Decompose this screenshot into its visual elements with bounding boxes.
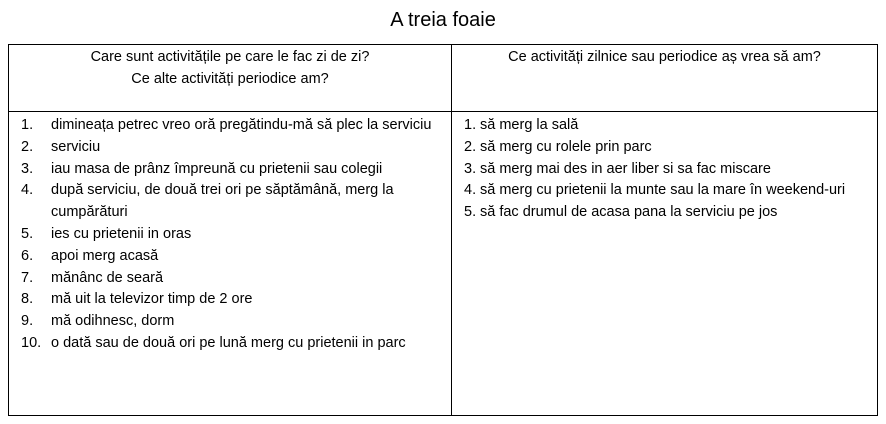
list-item-text: să merg mai des in aer liber si sa fac miscare (480, 160, 771, 177)
list-item-number: 5. (464, 204, 477, 221)
page-title: A treia foaie (390, 9, 496, 31)
list-item-text: să merg cu prietenii la munte sau la mare în weekend-uri (480, 182, 846, 199)
list-item (464, 159, 869, 181)
list-item (464, 180, 869, 202)
list-item (21, 246, 443, 268)
right-header-line: Ce activități zilnice sau periodice aș vrea să am? (508, 49, 821, 65)
list-item-number: 3. (464, 160, 477, 177)
list-item-text: să fac drumul de acasa pana la serviciu pe jos (480, 204, 778, 221)
list-item (464, 202, 869, 224)
right-header-cell (452, 45, 878, 112)
activities-table (8, 44, 878, 416)
list-item-text: mă odihnesc, dorm (51, 313, 175, 330)
list-item-number: 4. (21, 182, 34, 199)
list-item (21, 268, 443, 290)
table-header-row (9, 45, 878, 112)
list-item-text: mă uit la televizor timp de 2 ore (51, 291, 253, 308)
list-item-text: o dată sau de două ori pe lună merg cu prietenii in parc (51, 334, 406, 351)
list-item (21, 137, 443, 159)
current-activities-cell (9, 112, 452, 416)
list-item-number: 4. (464, 182, 477, 199)
list-item-number: 6. (21, 247, 34, 264)
list-item-text: serviciu (51, 138, 101, 155)
list-item-number: 2. (21, 138, 34, 155)
list-item-number: 3. (21, 160, 34, 177)
list-item-text: iau masa de prânz împreună cu prietenii sau colegii (51, 160, 383, 177)
list-item (21, 224, 443, 246)
list-item-text: după serviciu, de două trei ori pe săptămână, merg la cumpărături (51, 182, 394, 221)
list-item (21, 333, 443, 355)
current-activities-list (9, 112, 451, 355)
left-header-line-2: Ce alte activități periodice am? (131, 70, 329, 87)
desired-activities-list (452, 112, 877, 224)
list-item (21, 311, 443, 333)
list-item-text: mănânc de seară (51, 269, 164, 286)
list-item (21, 289, 443, 311)
list-item (21, 115, 443, 137)
desired-activities-cell (452, 112, 878, 416)
list-item (464, 137, 869, 159)
list-item (21, 159, 443, 181)
list-item-number: 7. (21, 269, 34, 286)
list-item-number: 1. (21, 117, 34, 133)
left-header-line-1: Care sunt activitățile pe care le fac zi de zi? (90, 49, 370, 65)
list-item (464, 115, 869, 137)
list-item-number: 5. (21, 225, 34, 242)
list-item-number: 2. (464, 138, 477, 155)
list-item-number: 10. (21, 334, 42, 351)
list-item-number: 9. (21, 313, 34, 330)
left-header-cell (9, 45, 452, 112)
list-item (21, 180, 443, 224)
list-item-number: 1. (464, 117, 477, 133)
table-body-row (9, 112, 878, 416)
list-item-text: să merg cu rolele prin parc (480, 138, 652, 155)
list-item-text: dimineața petrec vreo oră pregătindu-mă să plec la serviciu (51, 117, 432, 133)
list-item-text: să merg la sală (480, 117, 579, 133)
list-item-text: apoi merg acasă (51, 247, 159, 264)
list-item-number: 8. (21, 291, 34, 308)
list-item-text: ies cu prietenii in oras (51, 225, 192, 242)
